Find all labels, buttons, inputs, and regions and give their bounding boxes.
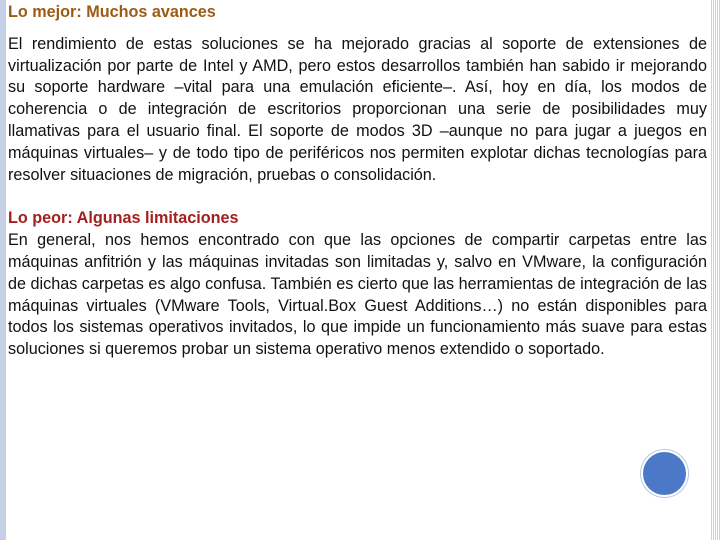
slide-content [8, 0, 707, 361]
worst-paragraph: En general, nos hemos encontrado con que las opciones de compartir carpetas entre las máquinas anfitrión y las máquinas invitadas son limitadas y, salvo en VMware, la configuración de dichas carpetas es algo confusa. También es cierto que las herramientas de integración de las máquinas virtuales (VMware Tools, Virtual.Box Guest Additions…) no están disponibles para todos los sistemas operativos invitados, lo que impide un funcionamiento más suave para estas soluciones si queremos probar un sistema operativo menos extendido o soportado. [8, 231, 707, 359]
worst-heading: Lo peor: Algunas limitaciones [8, 209, 239, 228]
right-border-pattern [710, 0, 720, 540]
best-heading: Lo mejor: Muchos avances [8, 3, 216, 21]
decorative-circle [641, 450, 688, 497]
section-spacer [8, 186, 707, 208]
best-paragraph: El rendimiento de estas soluciones se ha mejorado gracias al soporte de extensiones de virtualización por parte de Intel y AMD, pero estos desarrollos también han sabido ir mejorando su soporte hardware –vital para una emulación eficiente–. Así, hoy en día, los modos de coherencia o de integración de escritorios proporcionan una serie de posibilidades muy llamativas para el usuario final. El soporte de modos 3D –aunque no para jugar a juegos en máquinas virtuales– y de todo tipo de periféricos nos permiten explotar dichas tecnologías para resolver situaciones de migración, pruebas o consolidación. [8, 34, 707, 184]
left-accent-stripe [0, 0, 6, 540]
